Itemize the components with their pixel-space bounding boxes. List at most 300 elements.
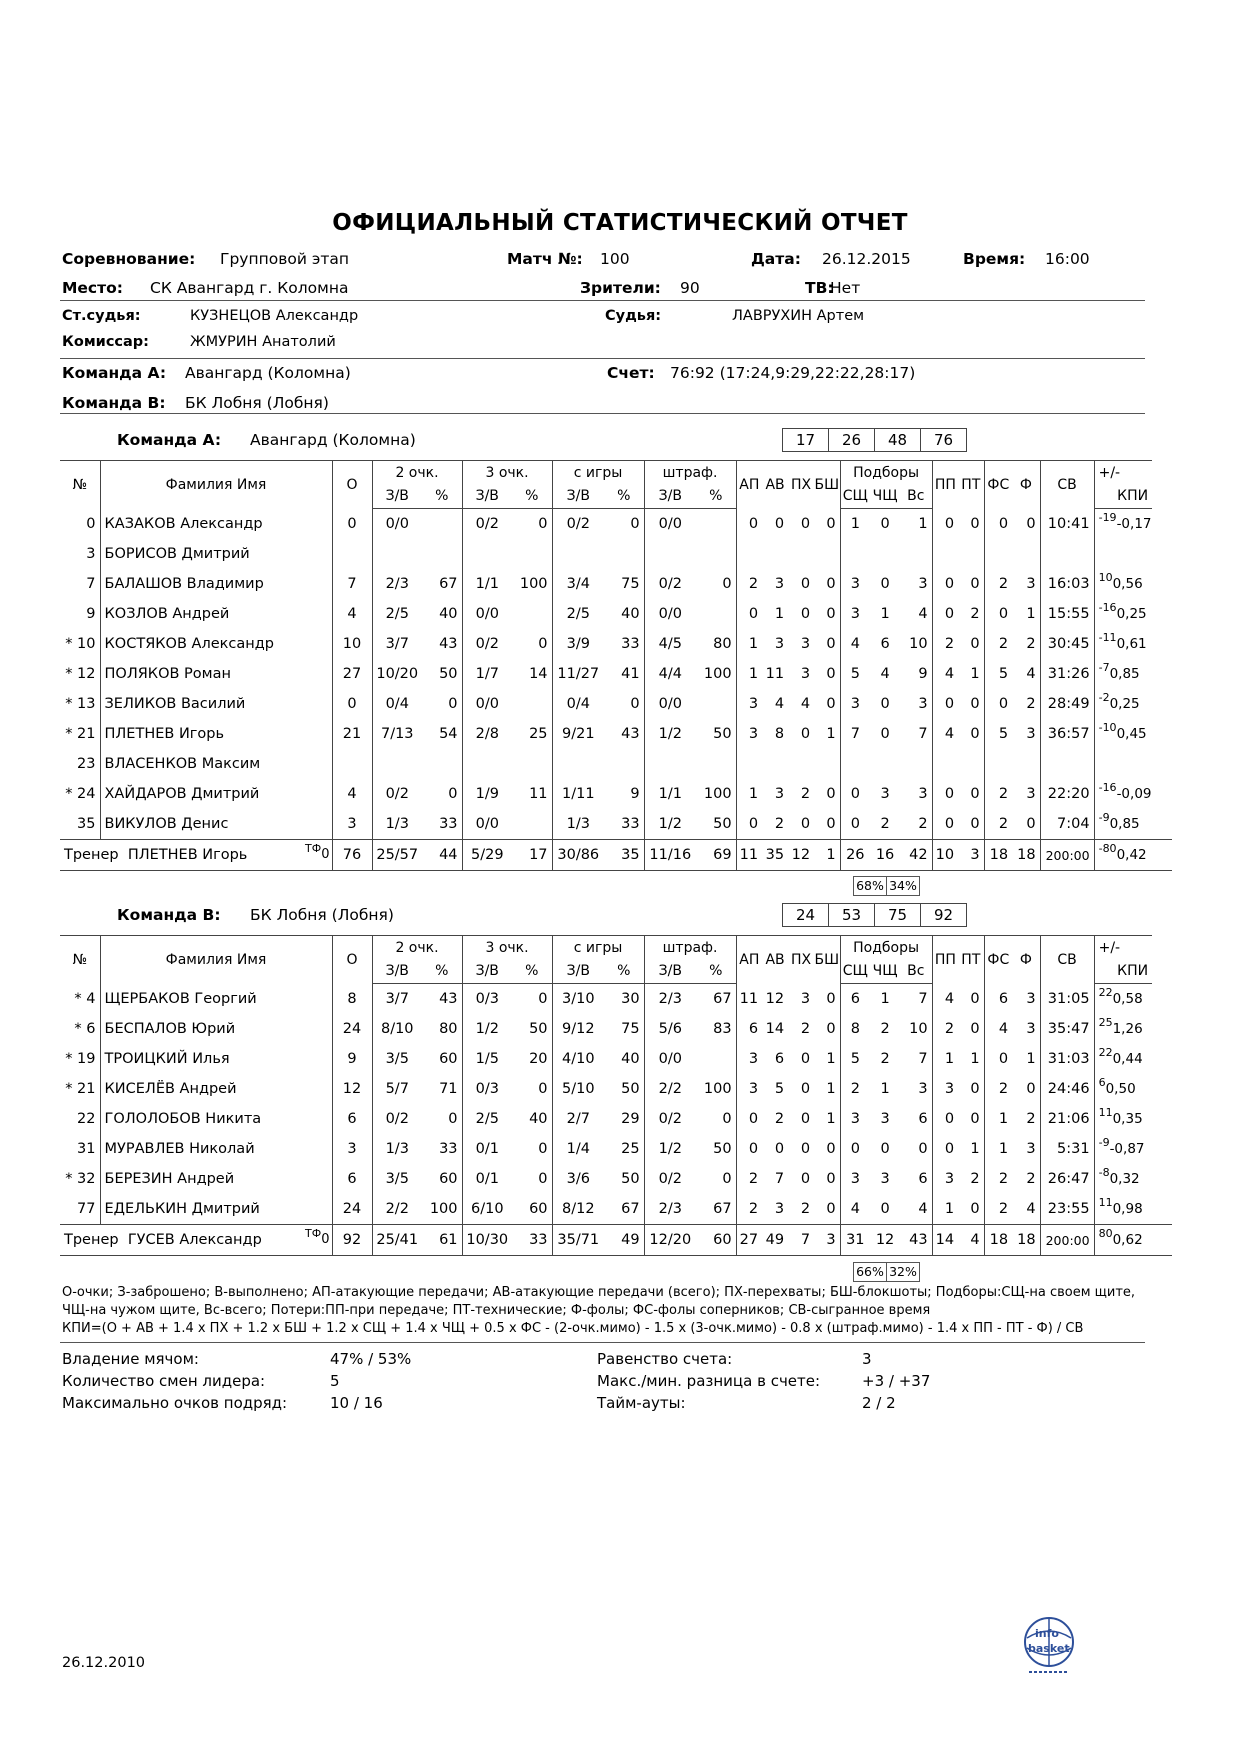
stat-pt: 0 (970, 726, 980, 742)
plus-minus: 22 (1098, 1046, 1113, 1059)
stat-mfg: 9/21 (552, 719, 604, 749)
stat-rvs: 9 (918, 666, 928, 682)
stat-mfg: 3/9 (552, 629, 604, 659)
stat-sv: 21:06 (1040, 1104, 1094, 1134)
team-b-block-label: Команда B: (117, 906, 221, 924)
stat-m3: 0/0 (462, 689, 512, 719)
stat-mft: 2/2 (644, 1074, 696, 1104)
player-number: * 4 (74, 990, 96, 1007)
stat-pft: 0 (722, 1171, 732, 1187)
player-points: 27 (332, 659, 372, 689)
stat-bsh: 0 (826, 515, 836, 532)
stat-sv: 35:47 (1040, 1014, 1094, 1044)
plus-minus: -9 (1098, 811, 1110, 824)
stat-ap: 3 (736, 689, 762, 719)
plus-minus: 10 (1098, 571, 1113, 584)
stat-pp: 0 (932, 1104, 958, 1134)
stat-av: 4 (774, 696, 785, 712)
stat-bsh: 0 (826, 786, 836, 802)
col-no: № (60, 461, 100, 509)
player-points (332, 749, 372, 779)
col-fg: с игры (552, 936, 644, 960)
player-points: 9 (332, 1044, 372, 1074)
player-name: МУРАВЛЕВ Николай (100, 1134, 332, 1164)
quarter-score: 17 (783, 429, 829, 451)
stat-f: 2 (1026, 636, 1036, 652)
col-reb-total: Вс (900, 485, 932, 509)
stat-p2 (422, 509, 462, 540)
stat-p2: 33 (439, 816, 458, 832)
stat-ap: 3 (736, 719, 762, 749)
col-made: З/В (644, 485, 696, 509)
stat-rch: 0 (880, 516, 890, 532)
stat-rch: 1 (880, 1081, 890, 1097)
team-a-label: Команда A: (62, 364, 167, 382)
col-reb-total: Вс (900, 960, 932, 984)
stat-m3: 1/2 (462, 1014, 512, 1044)
stat-rsh: 0 (840, 779, 870, 809)
stat-p2: 100 (429, 1201, 458, 1217)
stat-ap: 2 (736, 569, 762, 599)
col-f: Ф (1012, 936, 1040, 984)
stat-ph: 0 (800, 1081, 811, 1097)
stat-f: 3 (1026, 576, 1036, 592)
plus-minus-kpi (1094, 659, 1172, 689)
competition-value: Групповой этап (220, 250, 350, 268)
stat-pft (696, 599, 736, 629)
total-pp: 14 (932, 1225, 958, 1256)
stat-pft (696, 509, 736, 540)
stat-pp: 0 (932, 599, 958, 629)
place-label: Место: (62, 279, 123, 297)
col-fs: ФС (984, 461, 1012, 509)
col-ap: АП (736, 461, 762, 509)
stat-pt: 0 (970, 816, 980, 832)
stat-pt: 0 (970, 1111, 980, 1127)
stat-f: 4 (1026, 666, 1036, 682)
stat-mfg: 3/6 (552, 1164, 604, 1194)
quarter-score: 24 (783, 904, 829, 926)
stat-mfg: 4/10 (552, 1044, 604, 1074)
player-row (60, 1194, 1172, 1225)
diff-label: Макс./мин. разница в счете: (597, 1372, 821, 1390)
ref-value: ЛАВРУХИН Артем (732, 308, 865, 324)
stat-ap: 1 (736, 659, 762, 689)
col-ph: ПХ (788, 461, 814, 509)
plus-minus: -9 (1098, 1136, 1110, 1149)
stat-rsh: 2 (840, 1074, 870, 1104)
chief-ref-value: КУЗНЕЦОВ Александр (190, 308, 359, 324)
team-a-rebound-pct (853, 876, 920, 896)
quarter-score: 76 (933, 431, 954, 449)
player-points: 21 (332, 719, 372, 749)
stat-rvs: 3 (918, 786, 928, 802)
stat-mft: 0/2 (644, 1104, 696, 1134)
total-pt: 3 (958, 840, 984, 871)
kpi: 1,26 (1112, 1021, 1143, 1037)
stat-pft: 100 (703, 1081, 732, 1097)
stat-p3: 0 (538, 991, 548, 1007)
stat-pft: 67 (713, 1201, 732, 1217)
stat-fs: 0 (984, 1044, 1012, 1074)
col-pts: O (332, 936, 372, 984)
stat-sv: 15:55 (1040, 599, 1094, 629)
total-ap: 11 (736, 840, 762, 871)
col-pt: ПТ (958, 936, 984, 984)
stat-mfg (552, 749, 604, 779)
stat-rsh: 0 (840, 1134, 870, 1164)
stat-pt (958, 749, 984, 779)
rebound-pct-def: 66% (854, 1263, 887, 1281)
stat-pp: 1 (932, 1044, 958, 1074)
stat-ph: 3 (800, 666, 811, 682)
stat-bsh: 0 (826, 1021, 836, 1037)
stat-p2: 71 (439, 1081, 458, 1097)
ties-label: Равенство счета: (597, 1350, 733, 1368)
stat-pfg: 33 (621, 816, 640, 832)
player-row (60, 599, 1172, 629)
player-name: КИСЕЛЁВ Андрей (100, 1074, 332, 1104)
stat-mft: 4/5 (644, 629, 696, 659)
stat-av: 3 (774, 786, 785, 802)
stat-mfg: 9/12 (552, 1014, 604, 1044)
col-reb-off: ЧЩ (870, 485, 900, 509)
plus-minus-kpi (1094, 629, 1172, 659)
stat-sv: 22:20 (1040, 779, 1094, 809)
player-name: ЗЕЛИКОВ Василий (100, 689, 332, 719)
player-number: 31 (77, 1141, 96, 1157)
stat-rch: 2 (880, 816, 890, 832)
col-pm: +/- (1094, 461, 1152, 485)
date-value: 26.12.2015 (822, 250, 911, 268)
stat-m3: 0/1 (462, 1164, 512, 1194)
col-pct: % (604, 485, 644, 509)
total-p3: 33 (512, 1225, 552, 1256)
stat-ph: 3 (800, 636, 811, 652)
plus-minus: -8 (1098, 1166, 1110, 1179)
player-name: ЩЕРБАКОВ Георгий (100, 984, 332, 1015)
stat-fs: 0 (984, 689, 1012, 719)
stat-p2: 43 (439, 636, 458, 652)
col-fg: с игры (552, 461, 644, 485)
stat-fs: 2 (984, 779, 1012, 809)
match-value: 100 (600, 250, 630, 268)
stat-rsh: 3 (840, 569, 870, 599)
stat-ap (736, 749, 762, 779)
player-points: 24 (332, 1014, 372, 1044)
total-pfg: 49 (604, 1225, 644, 1256)
stat-pfg: 75 (621, 576, 640, 592)
player-row (60, 509, 1172, 540)
kpi: 0,25 (1116, 606, 1147, 622)
stat-av: 6 (774, 1051, 785, 1067)
stat-rsh: 4 (840, 1194, 870, 1225)
plus-minus-kpi (1094, 1134, 1172, 1164)
team-a-quarter-scores (782, 428, 967, 452)
stat-p3: 0 (538, 516, 548, 532)
team-b-quarter-scores (782, 903, 967, 927)
stat-pt (958, 539, 984, 569)
stat-av: 5 (774, 1081, 785, 1097)
kpi: 0,35 (1112, 1111, 1143, 1127)
plus-minus-kpi (1094, 984, 1172, 1015)
coach-cell: Тренер ГУСЕВ Александр $^{ТФ}$0 (60, 1225, 332, 1256)
col-reb-off: ЧЩ (870, 960, 900, 984)
total-m2: 25/41 (372, 1225, 422, 1256)
lead-changes-value: 5 (330, 1372, 340, 1390)
player-name: БОРИСОВ Дмитрий (100, 539, 332, 569)
stat-m2: 0/2 (372, 1104, 422, 1134)
stat-sv: 36:57 (1040, 719, 1094, 749)
stat-p2: 80 (439, 1021, 458, 1037)
player-row (60, 569, 1172, 599)
kpi: 0,25 (1109, 696, 1140, 712)
rebound-pct-def: 68% (854, 877, 887, 895)
stat-pp: 2 (932, 629, 958, 659)
col-two: 2 очк. (372, 936, 462, 960)
stat-p3 (512, 539, 552, 569)
stat-rsh: 3 (840, 1164, 870, 1194)
stat-pp: 0 (932, 809, 958, 840)
stat-pp: 0 (932, 689, 958, 719)
col-reb: Подборы (840, 461, 932, 485)
stat-m3: 0/2 (462, 629, 512, 659)
stat-ph: 0 (800, 576, 811, 592)
stat-rch: 0 (880, 696, 890, 712)
stat-av: 2 (774, 816, 785, 832)
kpi: 0,58 (1112, 991, 1143, 1007)
stat-bsh: 1 (826, 1051, 836, 1067)
player-row (60, 1134, 1172, 1164)
stat-pfg: 40 (621, 1051, 640, 1067)
stat-p3: 20 (529, 1051, 548, 1067)
quarter-score: 75 (875, 904, 921, 926)
player-name: КАЗАКОВ Александр (100, 509, 332, 540)
col-ph: ПХ (788, 936, 814, 984)
stat-p2: 33 (439, 1141, 458, 1157)
stat-p2: 67 (439, 576, 458, 592)
plus-minus-kpi (1094, 1074, 1172, 1104)
stat-f: 4 (1026, 1201, 1036, 1217)
stat-ap: 2 (736, 1194, 762, 1225)
stat-sv: 16:03 (1040, 569, 1094, 599)
stat-mft: 0/2 (644, 1164, 696, 1194)
total-mft: 12/20 (644, 1225, 696, 1256)
stat-rsh: 5 (840, 1044, 870, 1074)
stat-rch (870, 539, 900, 569)
lead-changes-label: Количество смен лидера: (62, 1372, 266, 1390)
stat-m2: 2/2 (372, 1194, 422, 1225)
total-plus-minus-kpi: $^{-80}$0,42 (1094, 840, 1172, 871)
stat-av: 0 (774, 515, 785, 532)
total-p2: 44 (422, 840, 462, 871)
stat-p2: 43 (439, 991, 458, 1007)
diff-value: +3 / +37 (862, 1372, 931, 1390)
stat-pp: 0 (932, 569, 958, 599)
player-points: 10 (332, 629, 372, 659)
team-b-label: Команда B: (62, 394, 166, 412)
divider (60, 1342, 1145, 1343)
stat-pfg: 50 (621, 1081, 640, 1097)
stat-pp: 3 (932, 1164, 958, 1194)
col-pp: ПП (932, 461, 958, 509)
stat-av (762, 749, 788, 779)
stat-pfg: 33 (621, 636, 640, 652)
stat-fs: 1 (984, 1134, 1012, 1164)
stat-rvs: 7 (918, 991, 928, 1007)
timeouts-value: 2 / 2 (862, 1394, 896, 1412)
stat-p2: 40 (439, 606, 458, 622)
plus-minus: 11 (1098, 1106, 1113, 1119)
stat-rvs: 7 (918, 1051, 928, 1067)
stat-pft: 83 (713, 1021, 732, 1037)
stat-sv: 23:55 (1040, 1194, 1094, 1225)
total-f: 18 (1012, 840, 1040, 871)
stat-p3: 60 (529, 1201, 548, 1217)
team-total-row (60, 1225, 1172, 1256)
rebound-pct-off: 34% (889, 878, 917, 893)
col-reb: Подборы (840, 936, 932, 960)
stat-rch: 3 (880, 1111, 890, 1127)
stat-p3: 0 (538, 1081, 548, 1097)
legend-line: ЧЩ-на чужом щите, Вс-всего; Потери:ПП-при передаче; ПТ-технические; Ф-фолы; ФС-фолы соперников; СВ-сыгранное время (62, 1303, 931, 1318)
stat-pft: 100 (703, 786, 732, 802)
stat-p3: 11 (529, 786, 548, 802)
stat-f: 2 (1026, 1171, 1036, 1187)
stat-p3: 0 (538, 636, 548, 652)
stat-fs: 2 (984, 809, 1012, 840)
col-av: АВ (762, 936, 788, 984)
player-name: ПЛЕТНЕВ Игорь (100, 719, 332, 749)
stat-ph: 0 (800, 1171, 811, 1187)
player-number: 77 (77, 1201, 96, 1217)
stat-sv: 30:45 (1040, 629, 1094, 659)
stat-pfg (604, 749, 644, 779)
stat-rvs: 0 (918, 1141, 928, 1157)
stat-mfg: 11/27 (552, 659, 604, 689)
stat-p3 (512, 599, 552, 629)
stat-pt: 0 (970, 1021, 980, 1037)
stat-mft: 4/4 (644, 659, 696, 689)
stat-fs: 2 (984, 569, 1012, 599)
stat-pt: 1 (970, 1141, 980, 1157)
quarter-score: 48 (875, 429, 921, 451)
plus-minus: 22 (1098, 986, 1113, 999)
player-row (60, 1074, 1172, 1104)
ref-label: Судья: (605, 308, 662, 324)
col-ap: АП (736, 936, 762, 984)
col-made: З/В (372, 960, 422, 984)
total-av: 49 (762, 1225, 788, 1256)
player-points: 6 (332, 1104, 372, 1134)
player-name: ТРОИЦКИЙ Илья (100, 1044, 332, 1074)
player-name: БЕСПАЛОВ Юрий (100, 1014, 332, 1044)
stat-fs: 2 (984, 1074, 1012, 1104)
stat-bsh: 0 (826, 1141, 836, 1157)
stat-av: 3 (774, 636, 785, 652)
plus-minus-kpi (1094, 1014, 1172, 1044)
player-name: ЕДЕЛЬКИН Дмитрий (100, 1194, 332, 1225)
player-points: 12 (332, 1074, 372, 1104)
stat-av: 12 (765, 990, 785, 1007)
stat-mfg: 2/5 (552, 599, 604, 629)
coach-cell: Тренер ПЛЕТНЕВ Игорь $^{ТФ}$0 (60, 840, 332, 871)
stat-ap: 1 (736, 779, 762, 809)
total-pft: 69 (696, 840, 736, 871)
stat-pt: 0 (970, 696, 980, 712)
score-label: Счет: (607, 364, 655, 382)
stat-rch: 2 (880, 1051, 890, 1067)
stat-av: 2 (774, 1111, 785, 1127)
stat-rsh: 3 (840, 689, 870, 719)
time-value: 16:00 (1045, 250, 1090, 268)
infobasket-logo-icon (1015, 1610, 1083, 1678)
stat-mfg: 1/4 (552, 1134, 604, 1164)
stat-rvs (900, 749, 932, 779)
stat-m2: 3/7 (372, 629, 422, 659)
stat-ph (788, 749, 814, 779)
stat-rch: 2 (880, 1021, 890, 1037)
stat-bsh: 0 (826, 990, 836, 1007)
stat-ap (736, 539, 762, 569)
page-title: ОФИЦИАЛЬНЫЙ СТАТИСТИЧЕСКИЙ ОТЧЕТ (332, 210, 908, 236)
stat-pp: 0 (932, 509, 958, 540)
stat-rsh: 3 (840, 1104, 870, 1134)
player-points: 0 (332, 689, 372, 719)
stat-pp (932, 539, 958, 569)
divider (60, 358, 1145, 359)
stat-pt: 1 (970, 666, 980, 682)
player-number: * 13 (65, 696, 96, 712)
stat-rch: 0 (880, 576, 890, 592)
stat-mft: 1/2 (644, 809, 696, 840)
kpi: -0,87 (1109, 1141, 1145, 1157)
player-number: 35 (77, 816, 96, 832)
stat-pfg: 75 (621, 1021, 640, 1037)
player-number: * 24 (65, 786, 96, 802)
team-a-block-name: Авангард (Коломна) (250, 431, 416, 449)
stat-bsh: 0 (826, 666, 836, 682)
stat-rsh: 7 (840, 719, 870, 749)
stat-f: 2 (1026, 1111, 1036, 1127)
competition-label: Соревнование: (62, 250, 196, 268)
player-name: ГОЛОЛОБОВ Никита (100, 1104, 332, 1134)
player-number: 22 (77, 1111, 96, 1127)
kpi: 0,44 (1112, 1051, 1143, 1067)
commissioner-value: ЖМУРИН Анатолий (190, 334, 336, 350)
col-made: З/В (372, 485, 422, 509)
plus-minus: 6 (1098, 1076, 1106, 1089)
stat-rsh: 0 (840, 809, 870, 840)
col-three: 3 очк. (462, 461, 552, 485)
col-name: Фамилия Имя (100, 936, 332, 984)
stat-p3 (512, 689, 552, 719)
stat-f: 1 (1026, 606, 1036, 622)
kpi: 0,32 (1109, 1171, 1140, 1187)
stat-mfg: 0/4 (552, 689, 604, 719)
stat-m3 (462, 539, 512, 569)
stat-sv (1040, 539, 1094, 569)
stat-av: 11 (765, 666, 785, 682)
stat-pt: 0 (970, 1081, 980, 1097)
match-label: Матч №: (507, 250, 583, 268)
svg-text:info: info (1035, 1627, 1059, 1640)
stat-ph: 2 (800, 1021, 811, 1037)
total-mfg: 35/71 (552, 1225, 604, 1256)
place-value: СК Авангард г. Коломна (150, 279, 349, 297)
stat-bsh: 0 (826, 576, 836, 592)
stat-rvs: 3 (918, 696, 928, 712)
